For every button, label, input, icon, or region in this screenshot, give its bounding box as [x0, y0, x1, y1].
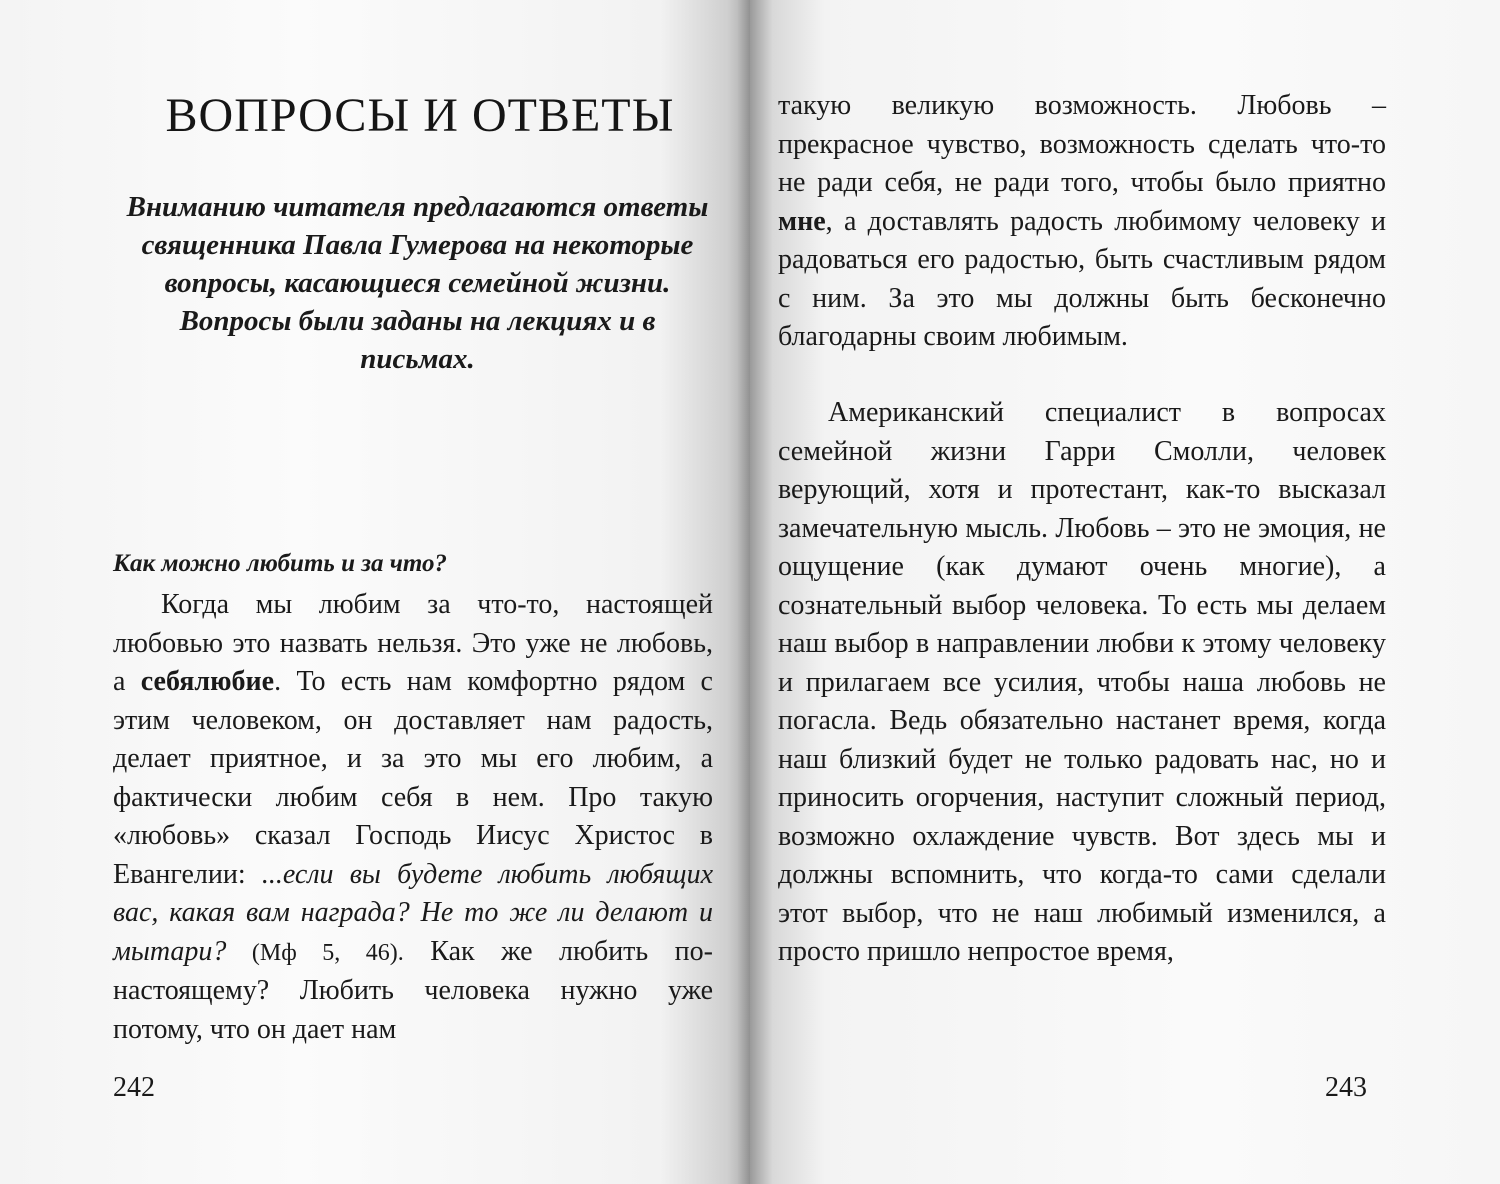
page-number-right: 243: [1325, 1072, 1367, 1103]
answer-bold-term: себялюбие: [140, 666, 275, 697]
right-paragraph-2: Американский специалист в вопросах семейной жизни Гарри Смолли, человек верующий, хотя и протестант, как-то высказал замечательную мысль. Любовь – это не эмоция, не ощущение (как думают очень многие), а сознательный выбор человека. То есть мы делаем наш выбор в направлении любви к этому человеку и прилагаем все усилия, чтобы наша любовь не погасла. Ведь обязательно настанет время, когда наш близкий будет не только радовать нас, но и приносить огорчения, наступит сложный период, возможно охлаждение чувств. Вот здесь мы и должны вспомнить, что когда-то сами сделали этот выбор, что не наш любимый изменился, а просто пришло непростое время,: [778, 397, 1386, 967]
right-bold-word: мне: [778, 205, 826, 237]
answer-text-3: Как же любить по-настоящему? Любить человека нужно уже потому, что он дает нам: [113, 935, 713, 1045]
right-text-1: такую великую возможность. Любовь – прекрасное чувство, возможность сделать что-то не ради себя, не ради того, чтобы было приятно: [778, 90, 1386, 198]
page-number-left: 242: [113, 1072, 155, 1103]
right-text-2: , а доставлять радость любимому человеку и радоваться его радостью, быть счастливым рядом с ним. За это мы должны быть бесконечно благодарны своим любимым.: [778, 205, 1386, 352]
right-paragraph-1: [778, 87, 1386, 357]
answer-paragraph: [113, 586, 713, 1049]
answer-text-1: Когда мы любим за что-то, настоящей любовью это назвать нельзя. Это уже не любовь, а: [113, 589, 713, 697]
answer-text-2: . То есть нам комфортно рядом с этим человеком, он доставляет нам радость, делает приятное, и за это мы его любим, а фактически любим себя в нем. Про такую «любовь» сказал Господь Иисус Христос в Евангелии:: [113, 666, 713, 890]
gospel-quote: ...если вы будете любить любящих вас, какая вам награда? Не то же ли делают и мытари?: [113, 858, 713, 967]
gospel-reference: (Мф 5, 46).: [226, 939, 404, 966]
chapter-intro: Вниманию читателя предлагаются ответы священника Павла Гумерова на некоторые вопросы, касающиеся семейной жизни. Вопросы были заданы на лекциях и в письмах.: [126, 191, 709, 375]
question-heading: Как можно любить и за что?: [113, 550, 447, 577]
chapter-title: ВОПРОСЫ И ОТВЕТЫ: [165, 89, 675, 142]
